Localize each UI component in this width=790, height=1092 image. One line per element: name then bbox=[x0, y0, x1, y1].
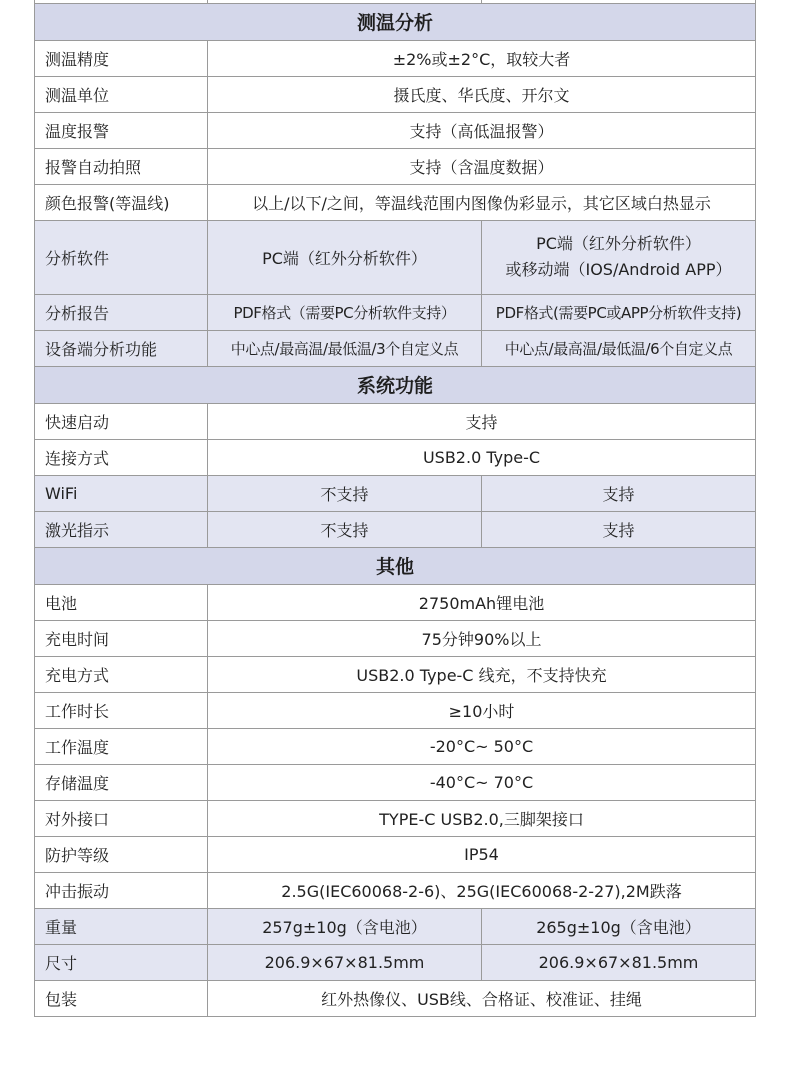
section-header-system bbox=[35, 366, 756, 403]
row-value: USB2.0 Type-C bbox=[208, 439, 756, 475]
row-value: 红外热像仪、USB线、合格证、校准证、挂绳 bbox=[208, 980, 756, 1016]
row-value: -40°C~ 70°C bbox=[208, 764, 756, 800]
table-row bbox=[35, 76, 756, 112]
table-row bbox=[35, 872, 756, 908]
row-value: 75分钟90%以上 bbox=[208, 620, 756, 656]
row-value-model-a: PC端（红外分析软件） bbox=[208, 220, 482, 294]
table-row bbox=[35, 692, 756, 728]
row-value: ≥10小时 bbox=[208, 692, 756, 728]
row-label: 防护等级 bbox=[35, 836, 208, 872]
row-label: 设备端分析功能 bbox=[35, 330, 208, 366]
row-label: 连接方式 bbox=[35, 439, 208, 475]
row-value: 支持 bbox=[208, 403, 756, 439]
row-label: 工作时长 bbox=[35, 692, 208, 728]
row-value: USB2.0 Type-C 线充，不支持快充 bbox=[208, 656, 756, 692]
table-row bbox=[35, 184, 756, 220]
table-row bbox=[35, 836, 756, 872]
row-label: 温度报警 bbox=[35, 112, 208, 148]
row-value: 摄氏度、华氏度、开尔文 bbox=[208, 76, 756, 112]
row-value-line: PC端（红外分析软件） bbox=[536, 234, 701, 253]
section-title: 系统功能 bbox=[35, 366, 756, 403]
row-label: 充电方式 bbox=[35, 656, 208, 692]
row-value: TYPE-C USB2.0,三脚架接口 bbox=[208, 800, 756, 836]
table-row bbox=[35, 112, 756, 148]
table-row bbox=[35, 584, 756, 620]
table-row bbox=[35, 656, 756, 692]
row-value: ±2%或±2°C，取较大者 bbox=[208, 40, 756, 76]
section-header-other bbox=[35, 547, 756, 584]
table-row bbox=[35, 40, 756, 76]
row-label: 激光指示 bbox=[35, 511, 208, 547]
row-label: 电池 bbox=[35, 584, 208, 620]
row-value-model-b: 265g±10g（含电池） bbox=[482, 908, 756, 944]
table-row bbox=[35, 800, 756, 836]
row-label: 测温单位 bbox=[35, 76, 208, 112]
table-row bbox=[35, 764, 756, 800]
row-value: 支持（高低温报警） bbox=[208, 112, 756, 148]
table-row bbox=[35, 511, 756, 547]
table-row bbox=[35, 330, 756, 366]
row-value-line: 或移动端（IOS/Android APP） bbox=[505, 260, 732, 279]
row-label: 对外接口 bbox=[35, 800, 208, 836]
table-row bbox=[35, 403, 756, 439]
table-row bbox=[35, 728, 756, 764]
row-label: 报警自动拍照 bbox=[35, 148, 208, 184]
table-row bbox=[35, 220, 756, 294]
table-row bbox=[35, 475, 756, 511]
table-row bbox=[35, 439, 756, 475]
row-value-model-b: PDF格式(需要PC或APP分析软件支持) bbox=[482, 294, 756, 330]
row-label: 快速启动 bbox=[35, 403, 208, 439]
row-value: 2.5G(IEC60068-2-6)、25G(IEC60068-2-27),2M跌落 bbox=[208, 872, 756, 908]
row-label: 存储温度 bbox=[35, 764, 208, 800]
row-value-model-b: 中心点/最高温/最低温/6个自定义点 bbox=[482, 330, 756, 366]
table-row bbox=[35, 294, 756, 330]
row-label: 工作温度 bbox=[35, 728, 208, 764]
row-value-model-a: 257g±10g（含电池） bbox=[208, 908, 482, 944]
table-row bbox=[35, 148, 756, 184]
row-label: 分析软件 bbox=[35, 220, 208, 294]
table-row bbox=[35, 908, 756, 944]
row-value-model-b: 支持 bbox=[482, 475, 756, 511]
row-value: IP54 bbox=[208, 836, 756, 872]
section-header-analysis bbox=[35, 3, 756, 40]
row-value-model-b bbox=[482, 220, 756, 294]
table-row bbox=[35, 620, 756, 656]
spec-table bbox=[34, 0, 756, 1017]
row-value: 支持（含温度数据） bbox=[208, 148, 756, 184]
row-label: 分析报告 bbox=[35, 294, 208, 330]
row-label: 重量 bbox=[35, 908, 208, 944]
row-value-model-b: 支持 bbox=[482, 511, 756, 547]
row-value-model-a: 206.9×67×81.5mm bbox=[208, 944, 482, 980]
row-value: 以上/以下/之间，等温线范围内图像伪彩显示，其它区域白热显示 bbox=[208, 184, 756, 220]
table-row bbox=[35, 944, 756, 980]
section-title: 测温分析 bbox=[35, 3, 756, 40]
row-label: WiFi bbox=[35, 475, 208, 511]
row-label: 测温精度 bbox=[35, 40, 208, 76]
row-label: 包装 bbox=[35, 980, 208, 1016]
row-value-model-a: 中心点/最高温/最低温/3个自定义点 bbox=[208, 330, 482, 366]
row-label: 尺寸 bbox=[35, 944, 208, 980]
row-value: -20°C~ 50°C bbox=[208, 728, 756, 764]
row-value-model-a: 不支持 bbox=[208, 475, 482, 511]
row-label: 充电时间 bbox=[35, 620, 208, 656]
row-label: 冲击振动 bbox=[35, 872, 208, 908]
row-value-model-a: PDF格式（需要PC分析软件支持） bbox=[208, 294, 482, 330]
row-value-model-b: 206.9×67×81.5mm bbox=[482, 944, 756, 980]
row-value: 2750mAh锂电池 bbox=[208, 584, 756, 620]
page-bottom-margin bbox=[0, 1035, 790, 1092]
table-row bbox=[35, 980, 756, 1016]
row-label: 颜色报警(等温线) bbox=[35, 184, 208, 220]
row-value-model-a: 不支持 bbox=[208, 511, 482, 547]
section-title: 其他 bbox=[35, 547, 756, 584]
